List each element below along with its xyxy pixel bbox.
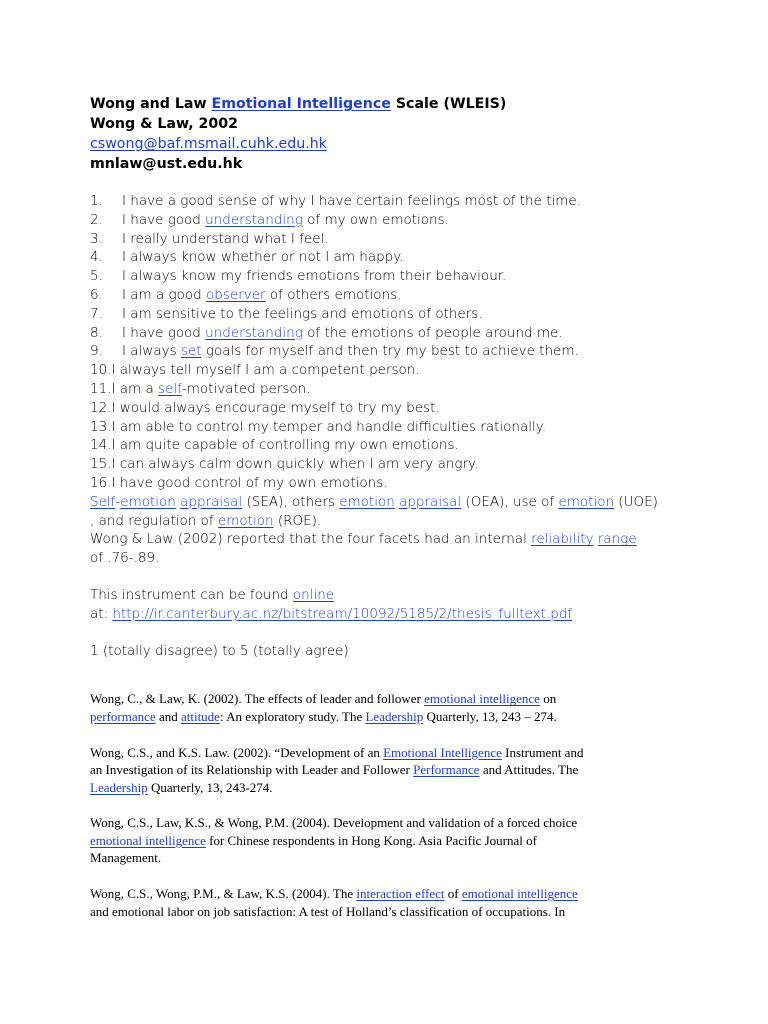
questionnaire-item [90,324,690,343]
item-text [111,380,310,399]
ref-text: : An exploratory study. The [219,708,366,724]
item-link-understanding[interactable]: understanding [205,211,303,228]
link-emotional-intelligence[interactable]: emotional intelligence [424,691,540,707]
questionnaire-item [90,211,690,230]
ref-text: Wong, C.S., Wong, P.M., & Law, K.S. (2004). The [90,886,357,902]
ref-text: Management. [90,850,162,866]
questionnaire-item [90,418,690,437]
response-scale: 1 (totally disagree) to 5 (totally agree) [90,642,349,659]
item-text [111,436,458,455]
questionnaire-item [90,361,690,380]
item-text-part: I am a good [122,286,207,303]
item-number: 8. [90,324,103,341]
link-performance[interactable]: performance [90,708,156,724]
link-attitude[interactable]: attitude [180,708,220,724]
link-emotion[interactable]: emotion [217,512,274,529]
item-text [122,248,404,267]
link-emotion[interactable]: emotion [558,493,615,510]
item-text-part: of others emotions. [265,286,402,303]
item-link-self[interactable]: self [158,380,182,397]
link-performance[interactable]: Performance [413,762,480,778]
item-text [122,324,563,343]
emotional-intelligence-link[interactable]: Emotional Intelligence [211,96,391,112]
facets-paragraph [90,493,690,531]
document-header [90,94,690,174]
questionnaire-item [90,305,690,324]
item-number: 7. [90,305,103,322]
ref-text: on [539,691,557,707]
ref-text: an Investigation of its Relationship with Leader and Follower [90,762,414,778]
item-text [122,286,401,305]
link-self[interactable]: Self [90,493,116,510]
instrument-line-1 [90,586,690,605]
item-text-part: I am a [111,380,159,397]
link-appraisal[interactable]: appraisal [180,493,243,510]
item-link-observer[interactable]: observer [206,286,266,303]
item-number: 6. [90,286,103,303]
instrument-text: at: [90,605,113,622]
item-number: 16. [90,474,112,491]
questionnaire-item [90,248,690,267]
ref-text: for Chinese respondents in Hong Kong. Asia Pacific Journal of [205,832,537,848]
reference-3 [90,814,690,867]
document-title [90,94,690,114]
ref-text: and [155,708,181,724]
link-emotion[interactable]: emotion [120,493,176,510]
instrument-paragraph [90,586,690,624]
link-appraisal[interactable]: appraisal [399,493,462,510]
ref-text: Instrument and [501,744,584,760]
references [90,690,690,920]
ref-text: of [444,886,462,902]
link-emotion[interactable]: emotion [339,493,395,510]
instrument-line-2 [90,605,690,624]
link-interaction-effect[interactable]: interaction effect [356,886,445,902]
item-number: 2. [90,211,103,228]
item-number: 3. [90,230,103,247]
item-text-part: I am able to control my temper and handle difficulties rationally. [111,418,547,435]
item-text [111,474,387,493]
item-number: 10. [90,362,112,379]
questionnaire-item [90,399,690,418]
item-text [122,267,506,286]
item-text [122,342,579,361]
questionnaire-item [90,455,690,474]
item-text [111,361,419,380]
item-number: 9. [90,343,103,360]
item-text-part: I always [122,343,181,360]
reference-4 [90,885,690,920]
link-leadership[interactable]: Leadership [365,708,424,724]
authors-line: Wong & Law, 2002 [90,116,239,132]
item-number: 12. [90,399,112,416]
facets-text: (ROE). [273,512,322,529]
ref-text: Wong, C., & Law, K. (2002). The effects of leader and follower [90,691,425,707]
ref-text: Wong, C.S., and K.S. Law. (2002). “Development of an [90,744,384,760]
item-text-part: I can always calm down quickly when I am very angry. [111,456,479,473]
facets-text: - [115,493,121,510]
item-text-part: I always tell myself I am a competent person. [111,362,420,379]
email-link-cswong[interactable]: cswong@baf.msmail.cuhk.edu.hk [90,136,327,152]
title-text: Wong and Law [90,96,212,112]
link-online[interactable]: online [292,586,335,603]
link-emotional-intelligence[interactable]: emotional intelligence [90,832,206,848]
item-number: 5. [90,268,103,285]
reference-2 [90,744,690,797]
facets-line-2 [90,512,690,531]
item-text-part: I have good [122,211,206,228]
facets-text: (OEA), use of [461,493,559,510]
link-thesis-url[interactable]: http://ir.canterbury.ac.nz/bitstream/10092/5185/2/thesis_fulltext.pdf [112,605,573,622]
item-text-part: I have good control of my own emotions. [111,474,388,491]
item-text-part: I always know whether or not I am happy. [122,249,404,266]
item-text-part: -motivated person. [181,380,311,397]
questionnaire-item [90,286,690,305]
item-text-part: of the emotions of people around me. [302,324,563,341]
item-number: 15. [90,456,112,473]
item-text [122,230,329,249]
item-text-part: I always know my friends emotions from their behaviour. [122,268,507,285]
item-text-part: I would always encourage myself to try my best. [111,399,440,416]
document-page [90,94,690,938]
questionnaire-item [90,192,690,211]
ref-text: and emotional labor on job satisfaction: A test of Holland’s classification of occupations. In [90,903,566,919]
item-text [111,455,478,474]
email-line-2: mnlaw@ust.edu.hk [90,156,243,172]
reference-1 [90,690,690,725]
item-text-part: I really understand what I feel. [122,230,329,247]
item-text-part: goals for myself and then try my best to achieve them. [201,343,579,360]
questionnaire-item [90,474,690,493]
title-text-end: Scale (WLEIS) [390,96,507,112]
facets-line-1 [90,493,690,512]
item-link-set[interactable]: set [180,343,202,360]
item-text-part: I am sensitive to the feelings and emotions of others. [122,305,483,322]
item-text [111,418,546,437]
questionnaire-item [90,436,690,455]
questionnaire-item [90,230,690,249]
reliability-line-2: of .76-.89. [90,550,160,567]
questionnaire-item [90,267,690,286]
item-text-part: of my own emotions. [302,211,449,228]
item-text [122,305,483,324]
email-line-1 [90,134,690,154]
item-number: 13. [90,418,112,435]
facets-text: (SEA), others [242,493,340,510]
reliability-text: Wong & Law (2002) reported that the four facets had an internal [90,531,532,548]
link-emotional-intelligence[interactable]: emotional intelligence [461,886,578,902]
item-text-part: I am quite capable of controlling my own emotions. [111,437,459,454]
item-text-part: I have good [122,324,206,341]
facets-text: (UOE) [614,493,658,510]
link-reliability[interactable]: reliability [531,531,594,548]
questionnaire-item [90,342,690,361]
link-emotional-intelligence[interactable]: Emotional Intelligence [383,744,502,760]
questionnaire-item [90,380,690,399]
link-range[interactable]: range [597,531,637,548]
reliability-paragraph [90,530,690,568]
item-number: 1. [90,193,103,209]
item-text [111,399,439,418]
item-link-understanding[interactable]: understanding [205,324,303,341]
item-text [122,211,449,230]
item-number: 11. [90,380,112,397]
questionnaire-items [90,192,690,493]
facets-text: , and regulation of [90,512,218,529]
item-text [122,192,581,211]
item-number: 14. [90,437,112,454]
reliability-line-1 [90,530,690,549]
link-leadership[interactable]: Leadership [90,779,148,795]
item-number: 4. [90,249,103,266]
ref-text: Wong, C.S., Law, K.S., & Wong, P.M. (2004). Development and validation of a forced choice [90,815,578,831]
ref-text: Quarterly, 13, 243-274. [147,779,273,795]
item-text-part: I have a good sense of why I have certain feelings most of the time. [122,193,581,209]
ref-text: and Attitudes. The [479,762,579,778]
instrument-text: This instrument can be found [90,586,293,603]
ref-text: Quarterly, 13, 243 – 274. [423,708,557,724]
